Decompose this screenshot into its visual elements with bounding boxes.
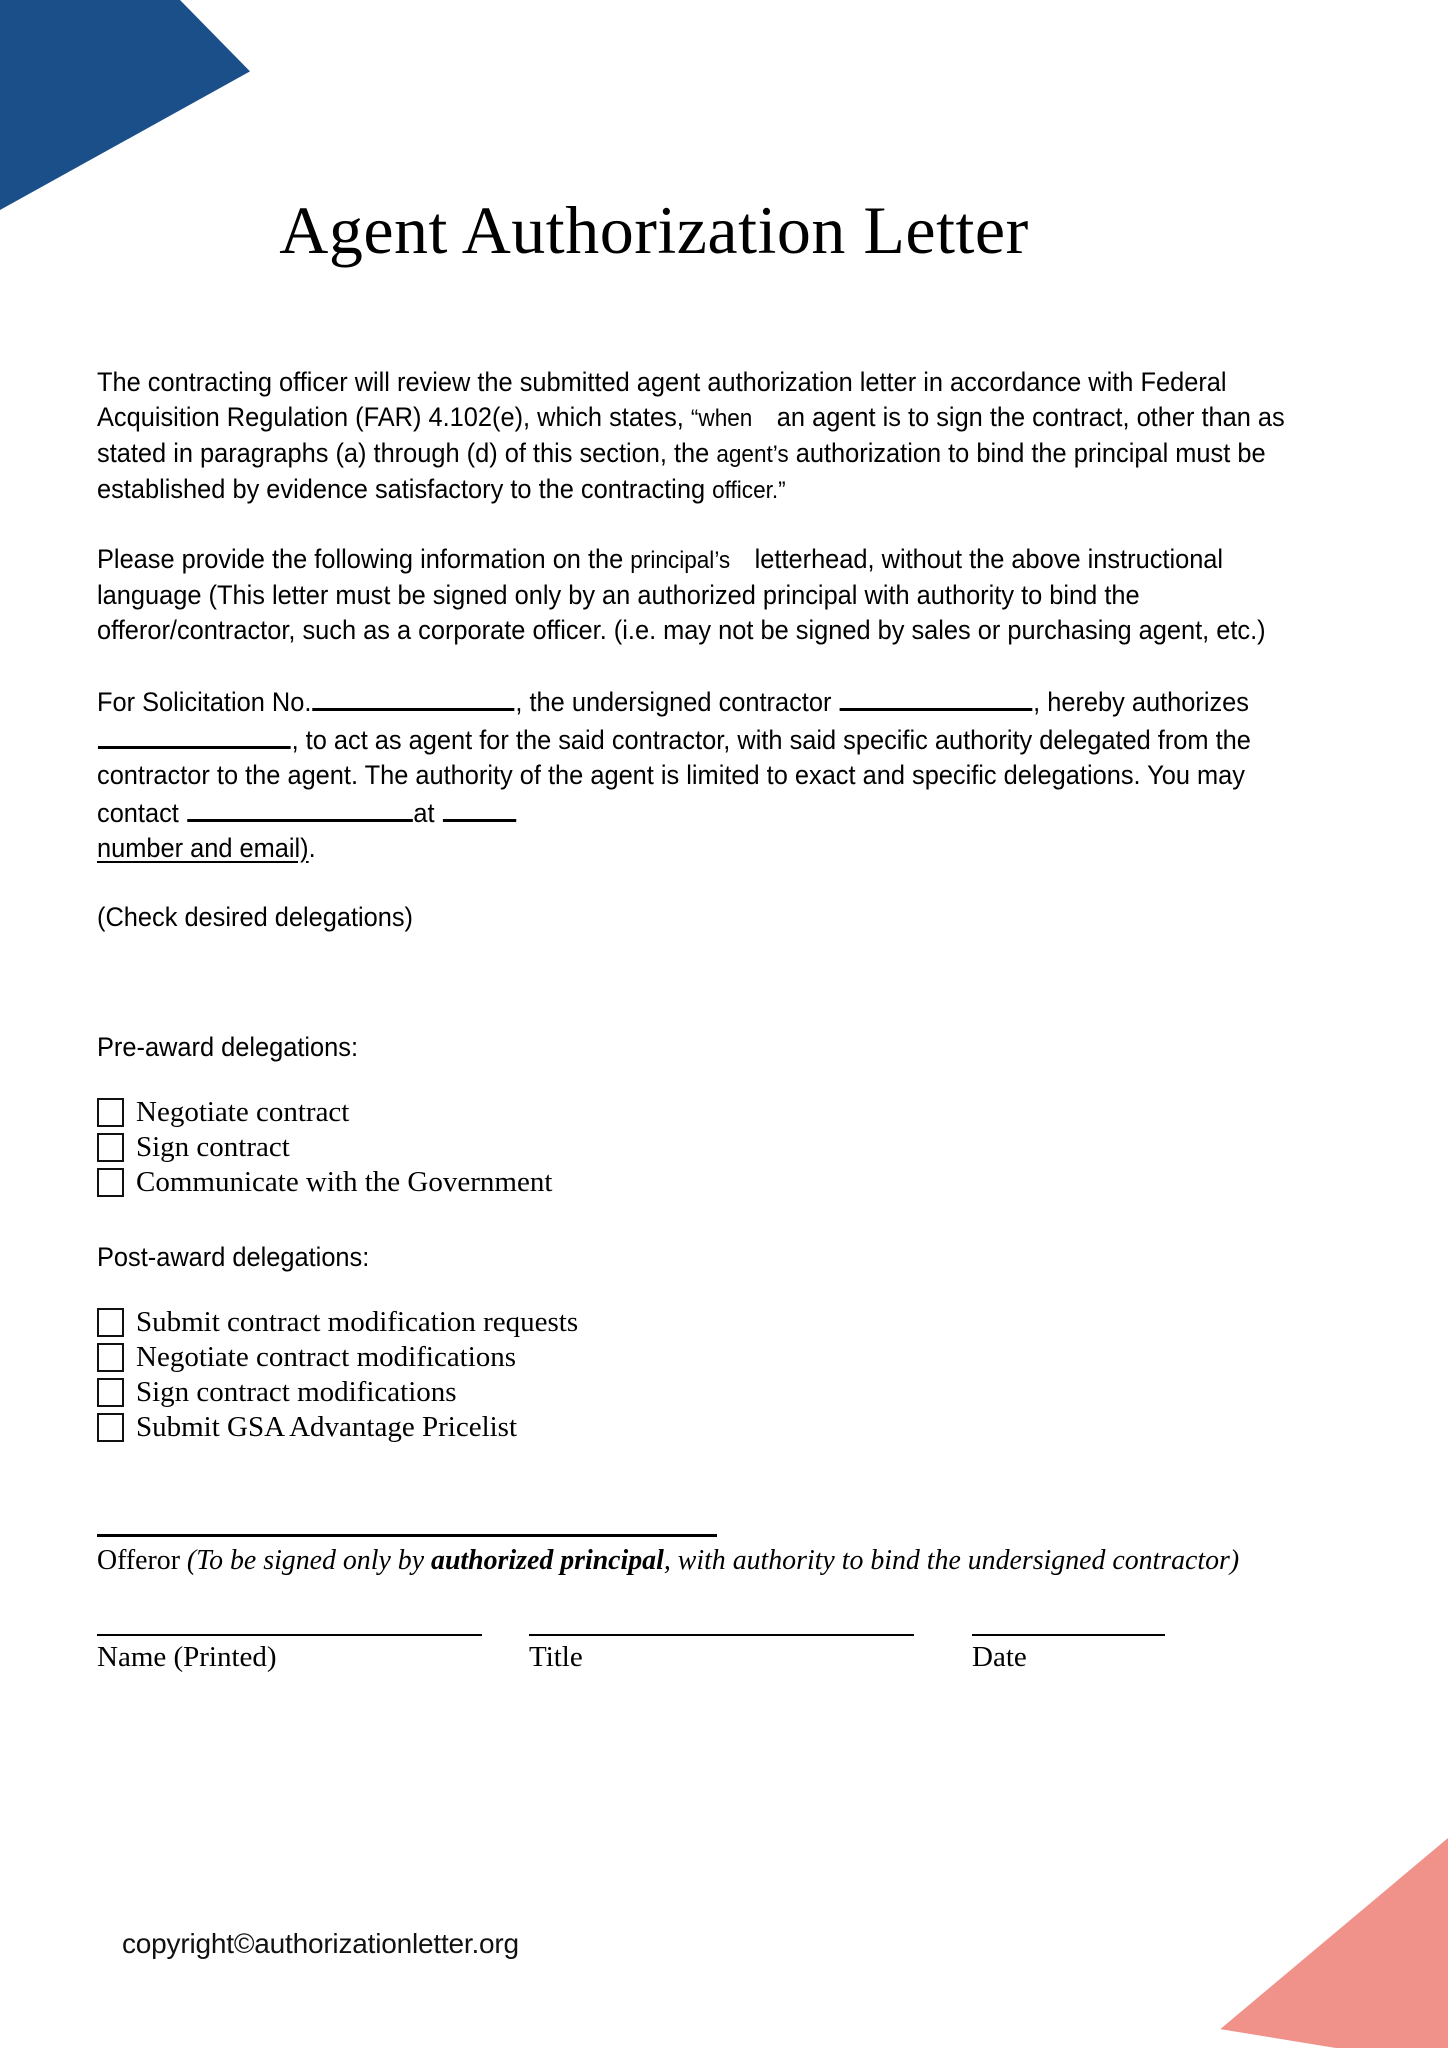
agent-name-blank[interactable]	[98, 720, 291, 749]
page-title: Agent Authorization Letter	[279, 191, 1029, 268]
paragraph-letterhead-part2: letterhead, without the above instructional language (This letter must be signed only by an authorized principal with authority to bind the offeror/contractor, such as a corporate officer. (i.e. may not be signed by sales or purchasing agent, etc.)	[97, 544, 1266, 645]
paragraph-far-quote-open: “when	[690, 405, 753, 432]
checkbox-label: Submit GSA Advantage Pricelist	[136, 1411, 518, 1443]
number-and-email-note: number and email)	[97, 833, 309, 863]
date-field[interactable]	[972, 1634, 1165, 1674]
list-item[interactable]	[97, 1095, 1362, 1130]
list-item[interactable]	[97, 1130, 1362, 1165]
copyright-footer: copyright©authorizationletter.org	[122, 1928, 519, 1959]
title-field[interactable]	[529, 1634, 914, 1674]
paragraph-far-quote	[97, 365, 1286, 508]
at-label: at	[413, 798, 435, 828]
paragraph-letterhead-principals: principal’s	[630, 547, 731, 574]
contact-person-blank[interactable]	[187, 793, 413, 822]
checkbox-label: Sign contract modifications	[136, 1376, 457, 1408]
pre-award-section	[97, 1030, 1362, 1200]
checkbox-icon[interactable]	[97, 1168, 124, 1197]
pre-award-checkbox-list	[97, 1095, 1362, 1200]
checkbox-label: Sign contract	[136, 1131, 290, 1163]
offeror-signature-rule[interactable]	[97, 1534, 717, 1537]
date-label: Date	[972, 1641, 1027, 1673]
checkbox-label: Communicate with the Government	[136, 1166, 553, 1198]
checkbox-icon[interactable]	[97, 1133, 124, 1162]
post-award-section	[97, 1240, 1362, 1445]
name-printed-label: Name (Printed)	[97, 1641, 277, 1673]
list-item[interactable]	[97, 1375, 1362, 1410]
offeror-label: Offeror	[97, 1544, 187, 1576]
offeror-note-part1: (To be signed only by	[186, 1544, 432, 1576]
pink-corner-decoration	[1118, 1838, 1448, 2048]
blue-corner-decoration	[0, 0, 250, 210]
checkbox-label: Negotiate contract	[136, 1096, 350, 1128]
paragraph-solicitation	[97, 682, 1286, 866]
contractor-name-blank[interactable]	[839, 682, 1032, 711]
check-delegations-instruction: (Check desired delegations)	[97, 902, 414, 932]
solicitation-number-blank[interactable]	[312, 682, 514, 711]
solicitation-lead-in: For Solicitation No.	[97, 687, 312, 717]
body-content	[97, 365, 1362, 969]
offeror-caption	[97, 1542, 1335, 1578]
solicitation-after-third: , to act as agent for the said contractor, with said specific authority delegated from the contractor to the agent. The authority of the agent is limited to exact and specific delegations. You may contact	[97, 725, 1251, 828]
checkbox-label: Negotiate contract modifications	[136, 1341, 517, 1373]
paragraph-far-quote-part1: The contracting officer will review the submitted agent authorization letter in accordance with Federal Acquisition Regulation (FAR) 4.102(e), which states,	[97, 367, 1227, 432]
checkbox-label: Submit contract modification requests	[136, 1306, 579, 1338]
signature-fields-row	[97, 1634, 1387, 1674]
list-item[interactable]	[97, 1305, 1362, 1340]
checkbox-icon[interactable]	[97, 1413, 124, 1442]
paragraph-letterhead-instruction	[97, 542, 1286, 648]
paragraph-far-quote-close: officer.”	[712, 477, 786, 504]
paragraph-letterhead-part1: Please provide the following information on the	[97, 544, 631, 574]
list-item[interactable]	[97, 1410, 1362, 1445]
title-label: Title	[529, 1641, 583, 1673]
checkbox-icon[interactable]	[97, 1098, 124, 1127]
hereby-authorizes-label: hereby authorizes	[1047, 687, 1249, 717]
checkbox-icon[interactable]	[97, 1308, 124, 1337]
list-item[interactable]	[97, 1340, 1362, 1375]
post-award-checkbox-list	[97, 1305, 1362, 1445]
solicitation-after-first: , the undersigned contractor	[515, 687, 832, 717]
contact-number-blank[interactable]	[443, 793, 516, 822]
list-item[interactable]	[97, 1165, 1362, 1200]
offeror-note-emphasis: authorized principal	[431, 1544, 664, 1576]
pre-award-heading: Pre-award delegations:	[97, 1032, 359, 1062]
post-award-heading: Post-award delegations:	[97, 1242, 370, 1272]
checkbox-icon[interactable]	[97, 1343, 124, 1372]
solicitation-after-second: ,	[1033, 687, 1041, 717]
trailing-period: .	[308, 833, 316, 863]
paragraph-far-quote-part3: authorization to bind the principal must be established by evidence satisfactory to the contracting	[97, 438, 1266, 504]
name-printed-field[interactable]	[97, 1634, 482, 1674]
offeror-note-part2: , with authority to bind the undersigned contractor)	[663, 1544, 1240, 1576]
paragraph-far-quote-agents: agent’s	[716, 441, 789, 468]
checkbox-icon[interactable]	[97, 1378, 124, 1407]
paragraph-far-quote-part2: an agent is to sign the contract, other than as stated in paragraphs (a) through (d) of this section, the	[97, 402, 1285, 468]
